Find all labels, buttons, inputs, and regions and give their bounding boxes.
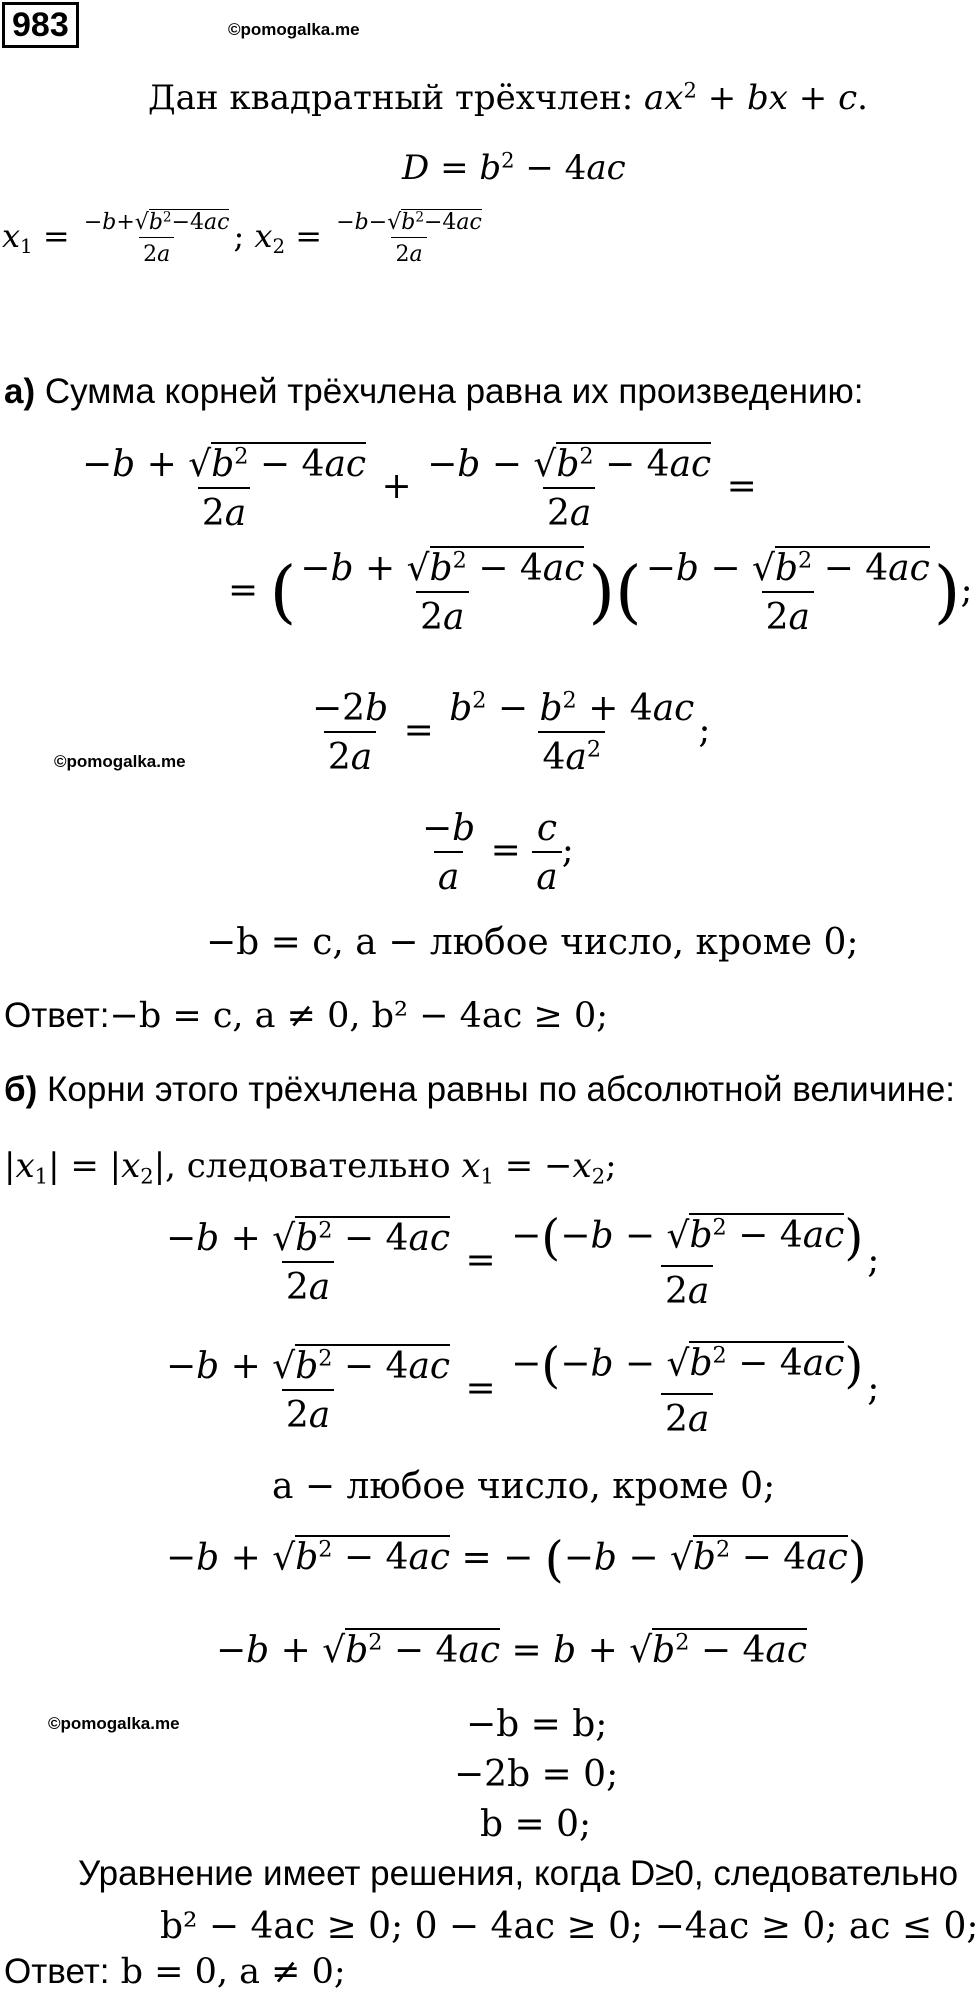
intro-text: Дан квадратный трёхчлен: — [148, 78, 645, 118]
watermark: ©pomogalka.me — [54, 752, 186, 771]
answer-value: b = 0, a ≠ 0; — [109, 1952, 346, 1992]
answer-label: Ответ: — [4, 996, 110, 1035]
part-a-heading-text: Сумма корней трёхчлена равна их произведению: — [35, 372, 864, 411]
part-b-any-number: a − любое число, кроме 0; — [272, 1466, 776, 1507]
x2-fraction: $\frac{-b-√b^2-4ac}{2a}$ — [336, 209, 482, 267]
product-equation: = ( $\frac{-b + √b^2 - 4ac}{2a}$ )( $\frac{-b - √b^2 - 4ac}{2a}$ ); — [228, 547, 973, 638]
answer-label: Ответ: — [4, 1952, 110, 1991]
part-b-label: б) — [4, 1070, 38, 1109]
part-a-answer — [4, 996, 608, 1036]
part-b-answer — [4, 1952, 346, 1992]
roots-formula: $x_1$ = $\frac{-b+√b^2-4ac}{2a}$ ; $x_2$ = $\frac{-b-√b^2-4ac}{2a}$ — [2, 210, 486, 267]
abs-equation-2: $\frac{-b + √b^2 - 4ac}{2a}$ = $\frac{-(-b - √b^2 - 4ac)}{2a}$ ; — [166, 1338, 880, 1440]
part-b-heading-text: Корни этого трёхчлена равны по абсолютной величине: — [37, 1070, 956, 1109]
simplified-equation: $\frac{-2b}{2a}$ = $\frac{b^2 - b^2 + 4ac}{4a^2}$ ; — [312, 687, 711, 778]
abs-equation-3: $-b + √b^2 - 4ac$ = − $(-b - √b^2 - 4ac)$ — [166, 1532, 867, 1588]
abs-line-text: , следовательно — [165, 1146, 462, 1186]
root1-fraction: $\frac{-b + √b^2 - 4ac}{2a}$ — [82, 443, 367, 534]
answer-value: −b = c, a ≠ 0, b² − 4ac ≥ 0; — [109, 996, 609, 1036]
condition-line: b² − 4ac ≥ 0; 0 − 4ac ≥ 0; −4ac ≥ 0; ac ≤ 0; — [160, 1906, 979, 1947]
part-b-heading — [4, 1070, 955, 1110]
x1-fraction: $\frac{-b+√b^2-4ac}{2a}$ — [83, 209, 230, 267]
abs-equation-1: $\frac{-b + √b^2 - 4ac}{2a}$ = $\frac{-(-b - √b^2 - 4ac)}{2a}$ ; — [166, 1210, 880, 1312]
step-neg-2b: −2b = 0; — [454, 1754, 619, 1795]
discriminant-formula: $D = b^2 - 4ac$ — [402, 147, 626, 188]
abs-equation-4: $-b + √b^2 - 4ac = b + √b^2 - 4ac$ — [216, 1629, 808, 1671]
reduced-equation: $\frac{-b}{a}$ = $\frac{c}{a}$ ; — [422, 808, 574, 898]
step-b-zero: b = 0; — [480, 1804, 592, 1845]
part-a-label: а) — [4, 372, 36, 411]
part-a-conclusion: −b = c, a − любое число, кроме 0; — [206, 922, 859, 963]
sum-equation: $\frac{-b + √b^2 - 4ac}{2a}$ + $\frac{-b - √b^2 - 4ac}{2a}$ = — [78, 444, 757, 534]
watermark: ©pomogalka.me — [228, 20, 360, 39]
absolute-value-line: $|x_1| = |x_2|$, следовательно $x_1 = -x_2$; — [4, 1146, 617, 1189]
problem-number: 983 — [2, 2, 79, 48]
root2-fraction: $\frac{-b - √b^2 - 4ac}{2a}$ — [427, 443, 712, 534]
intro-line — [148, 78, 868, 118]
watermark: ©pomogalka.me — [48, 1714, 180, 1733]
part-a-heading — [4, 372, 864, 412]
step-neg-b: −b = b; — [466, 1704, 608, 1745]
solutions-text: Уравнение имеет решения, когда D≥0, следовательно — [78, 1854, 959, 1893]
trinomial-expression: $ax^2$ + bx + c. — [644, 77, 868, 118]
